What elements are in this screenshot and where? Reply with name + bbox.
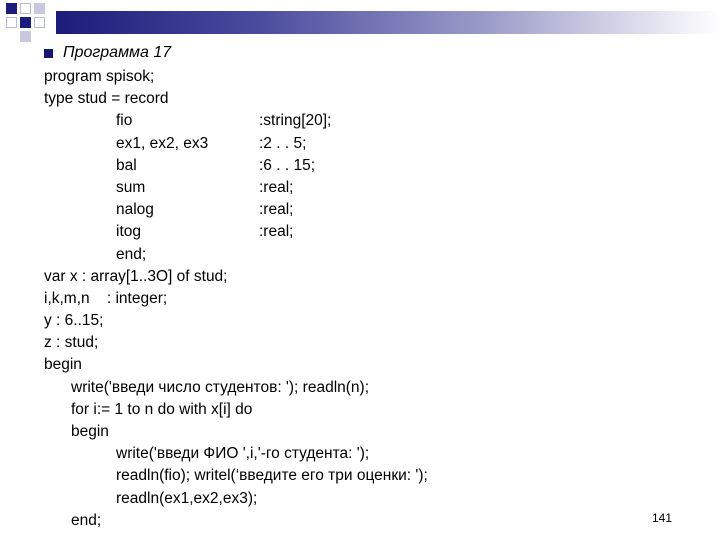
code-type: :string[20]; <box>259 112 332 130</box>
code-line <box>44 399 684 421</box>
code-text: end; <box>71 511 102 529</box>
code-line <box>44 177 684 199</box>
code-text: y : 6..15; <box>44 312 104 330</box>
code-line <box>44 244 684 266</box>
code-line <box>44 421 684 443</box>
code-line <box>44 266 684 288</box>
code-text: for i:= 1 to n do with x[i] do <box>71 400 253 418</box>
code-line <box>44 288 684 310</box>
code-text: begin <box>44 356 82 374</box>
code-text: var x : array[1..3O] of stud; <box>44 267 228 285</box>
code-text: bal <box>116 156 137 174</box>
code-line <box>44 465 684 487</box>
code-line <box>44 110 684 132</box>
code-text: begin <box>71 423 109 440</box>
code-text: end; <box>116 245 147 263</box>
code-line <box>44 66 684 88</box>
code-text: type stud = record <box>44 90 169 108</box>
code-text: i,k,m,n : integer; <box>44 289 168 307</box>
deco-square <box>6 3 17 14</box>
code-type: :real; <box>259 201 294 219</box>
code-line <box>44 510 684 532</box>
square-bullet-icon <box>44 49 53 58</box>
code-text: write('введи ФИО ',i,'-го студента: '); <box>116 445 370 463</box>
code-line <box>44 310 684 332</box>
code-line <box>44 221 684 243</box>
code-type: :2 . . 5; <box>259 134 307 152</box>
code-line <box>44 488 684 510</box>
code-text: fio <box>116 112 133 130</box>
page-number: 141 <box>652 511 673 525</box>
code-listing <box>44 66 684 532</box>
code-text: write('введи число студентов: '); readln(n); <box>71 378 370 396</box>
code-text: ex1, ex2, ex3 <box>116 134 209 152</box>
deco-square <box>6 17 17 28</box>
code-line <box>44 88 684 110</box>
code-text: readln(ex1,ex2,ex3); <box>116 489 258 507</box>
code-line <box>44 443 684 465</box>
code-text: z : stud; <box>44 334 99 352</box>
code-line <box>44 354 684 376</box>
code-text: itog <box>116 223 141 241</box>
slide-title: Программа 17 <box>63 44 172 61</box>
deco-square <box>34 3 45 14</box>
code-line <box>44 133 684 155</box>
code-text: program spisok; <box>44 68 155 85</box>
deco-square <box>20 31 31 42</box>
code-type: :real; <box>259 223 294 241</box>
deco-square <box>34 17 45 28</box>
code-text: readln(fio); writel(‘введите его три оценки: '); <box>116 467 428 485</box>
code-type: :6 . . 15; <box>259 156 316 174</box>
code-line <box>44 332 684 354</box>
deco-square <box>20 3 31 14</box>
code-text: nalog <box>116 201 154 219</box>
code-line <box>44 155 684 177</box>
header-gradient-bar <box>56 11 720 34</box>
code-line <box>44 199 684 221</box>
code-line <box>44 377 684 399</box>
deco-square <box>20 17 31 28</box>
code-text: sum <box>116 178 146 196</box>
code-type: :real; <box>259 178 294 196</box>
title-row <box>44 42 171 64</box>
